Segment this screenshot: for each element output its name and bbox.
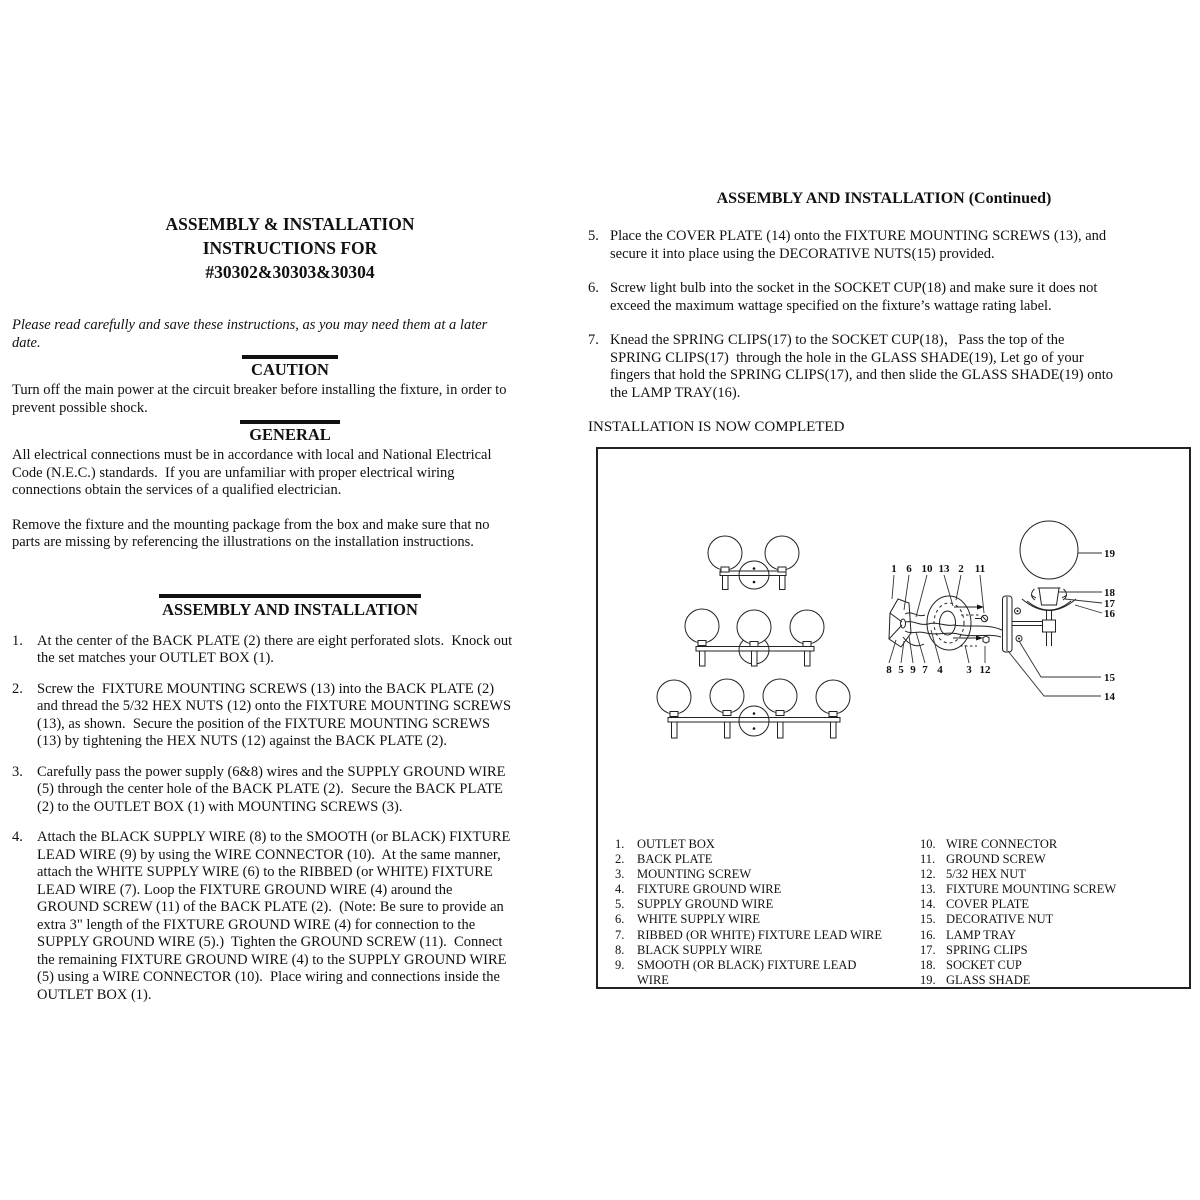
part-number: 13. xyxy=(920,882,936,897)
text-line: parts are missing by referencing the illustrations on the installation instructions. xyxy=(12,534,474,550)
text-line: Code (N.E.C.) standards. If you are unfamiliar with proper electrical wiring xyxy=(12,464,455,481)
text-line: secure it into place using the DECORATIVE NUTS(15) provided. xyxy=(610,245,995,262)
part-name xyxy=(637,928,920,943)
parts-list-item xyxy=(615,897,920,912)
callout-label: 18 xyxy=(1104,587,1115,599)
item-text xyxy=(610,332,1180,402)
text-line: Turn off the main power at the circuit breaker before installing the fixture, in order to xyxy=(12,382,507,398)
parts-list-item xyxy=(615,912,920,927)
item-text xyxy=(37,633,568,668)
item-text xyxy=(610,228,1180,263)
parts-list-item xyxy=(920,897,1182,912)
text-line: At the center of the BACK PLATE (2) there are eight perforated slots. Knock out xyxy=(37,632,513,649)
part-name xyxy=(637,882,920,897)
part-number: 10. xyxy=(920,837,936,851)
text-line: WHITE SUPPLY WIRE xyxy=(637,912,761,927)
text-line: GROUND SCREW (11) of the BACK PLATE (2). (Note: Be sure to provide an xyxy=(37,899,504,915)
item-number: 6. xyxy=(588,280,599,296)
parts-list-item xyxy=(615,958,920,988)
part-number: 19. xyxy=(920,972,936,987)
callout-label: 12 xyxy=(979,664,991,676)
item-number: 5. xyxy=(588,228,599,244)
parts-list-item xyxy=(920,912,1182,927)
text-line: (13), as shown. Secure the position of the FIXTURE MOUNTING SCREWS xyxy=(37,715,491,732)
general-text xyxy=(12,447,568,500)
text-line: exceed the maximum wattage specified on the fixture’s wattage rating label. xyxy=(610,297,1052,314)
part-number: 17. xyxy=(920,942,936,957)
text-line: (2) to the OUTLET BOX (1) with MOUNTING SCREWS (3). xyxy=(37,798,403,815)
supply-wire-drawing xyxy=(905,613,925,616)
part-number: 9. xyxy=(615,957,625,972)
text-line: FIXTURE GROUND WIRE xyxy=(637,882,782,897)
parts-list-item xyxy=(920,837,1182,852)
item-number: 1. xyxy=(12,632,23,649)
instruction-item xyxy=(12,681,568,751)
text-line: Screw light bulb into the socket in the SOCKET CUP(18) and make sure it does not xyxy=(610,280,1098,296)
callout-label: 5 xyxy=(898,664,904,676)
part-name xyxy=(637,912,920,927)
parts-list-column-2 xyxy=(920,837,1182,988)
text-line: WIRE CONNECTOR xyxy=(946,837,1058,851)
text-line: SMOOTH (OR BLACK) FIXTURE LEAD xyxy=(637,957,857,972)
callout-labels-top xyxy=(891,563,985,575)
parts-list-item xyxy=(615,943,920,958)
part-name xyxy=(946,958,1182,973)
text-line: Attach the BLACK SUPPLY WIRE (8) to the SMOOTH (or BLACK) FIXTURE xyxy=(37,829,511,845)
part-number: 11. xyxy=(920,852,936,867)
part-number: 14. xyxy=(920,897,936,912)
callout-label: 11 xyxy=(974,563,986,575)
callout-label: 13 xyxy=(938,563,950,575)
text-line: SUPPLY GROUND WIRE xyxy=(637,897,774,912)
callout-label: 3 xyxy=(966,664,972,676)
callout-label: 2 xyxy=(958,563,964,575)
callout-label: 14 xyxy=(1104,691,1115,703)
text-line: OUTLET BOX xyxy=(637,837,715,851)
left-column xyxy=(12,212,568,1004)
text-line: LEAD WIRE (7). Loop the FIXTURE GROUND WIRE (4) around the xyxy=(37,881,453,898)
text-line: Knead the SPRING CLIPS(17) to the SOCKET CUP(18)，Pass the top of the xyxy=(610,332,1065,348)
item-number: 7. xyxy=(588,332,599,348)
text-line: Place the COVER PLATE (14) onto the FIXTURE MOUNTING SCREWS (13), and xyxy=(610,228,1107,244)
text-line: ASSEMBLY & INSTALLATION xyxy=(165,214,415,234)
instruction-item xyxy=(12,764,568,817)
assembly-steps-5-7 xyxy=(588,228,1180,402)
text-line: BLACK SUPPLY WIRE xyxy=(637,942,763,957)
part-name xyxy=(946,867,1182,882)
text-line: the set matches your OUTLET BOX (1). xyxy=(37,650,274,666)
text-line: the remaining FIXTURE GROUND WIRE (4) to the SUPPLY GROUND WIRE xyxy=(37,951,507,968)
callout-labels-bottom xyxy=(886,664,991,676)
text-line: and thread the 5/32 HEX NUTS (12) onto the FIXTURE MOUNTING SCREWS xyxy=(37,698,512,714)
text-line: prevent possible shock. xyxy=(12,399,148,416)
text-line: SPRING CLIPS xyxy=(946,942,1028,957)
callout-label: 15 xyxy=(1104,672,1115,684)
ground-wire-drawing xyxy=(903,637,924,646)
ground-screw-drawing xyxy=(975,615,988,621)
part-number: 2. xyxy=(615,852,625,867)
general-heading-text: GENERAL xyxy=(240,420,340,444)
text-line: All electrical connections must be in accordance with local and National Electrical xyxy=(12,447,492,463)
text-line: INSTRUCTIONS FOR xyxy=(202,238,378,258)
part-name xyxy=(637,958,920,988)
item-number: 2. xyxy=(12,680,23,697)
part-number: 4. xyxy=(615,882,625,897)
text-line: LEAD WIRE (9) by using the WIRE CONNECTOR (10). At the same manner, xyxy=(37,846,501,863)
text-line: Please read carefully and save these instructions, as you may need them at a later xyxy=(12,317,488,333)
item-text xyxy=(37,681,568,751)
text-line: Carefully pass the power supply (6&8) wires and the SUPPLY GROUND WIRE xyxy=(37,763,506,780)
text-line: Screw the FIXTURE MOUNTING SCREWS (13) into the BACK PLATE (2) xyxy=(37,680,495,697)
part-number: 12. xyxy=(920,867,936,882)
assembly-heading xyxy=(12,594,568,620)
cover-plate-drawing xyxy=(1003,596,1013,652)
decorative-nut-drawing xyxy=(1015,608,1023,642)
callout-label: 17 xyxy=(1104,598,1115,610)
right-column xyxy=(588,190,1180,436)
part-number: 18. xyxy=(920,957,936,972)
fixture-diagram xyxy=(598,449,1189,835)
part-number: 6. xyxy=(615,912,625,927)
wall-fixture-2-light-drawing xyxy=(708,536,799,590)
continued-heading: ASSEMBLY AND INSTALLATION (Continued) xyxy=(716,190,1052,207)
callout-label: 6 xyxy=(906,563,912,575)
text-line: LAMP TRAY xyxy=(946,927,1017,942)
callout-label: 8 xyxy=(886,664,892,676)
completed-text: INSTALLATION IS NOW COMPLETED xyxy=(588,419,845,435)
text-line: fingers that hold the SPRING CLIPS(17), and then slide the GLASS SHADE(19) onto xyxy=(610,367,1114,383)
text-line: WIRE xyxy=(637,972,669,987)
part-name xyxy=(637,867,920,882)
item-text xyxy=(37,764,568,817)
part-number: 8. xyxy=(615,942,625,957)
callout-label: 16 xyxy=(1104,608,1115,620)
text-line: SUPPLY GROUND WIRE (5).) Tighten the GROUND SCREW (11). Connect xyxy=(37,934,503,950)
socket-cup-drawing xyxy=(1038,588,1061,605)
caution-text xyxy=(12,382,568,417)
callout-label: 4 xyxy=(937,664,943,676)
text-line: attach the WHITE SUPPLY WIRE (6) to the RIBBED (or WHITE) FIXTURE xyxy=(37,864,493,880)
item-number: 3. xyxy=(12,763,23,780)
part-name xyxy=(637,897,920,912)
text-line: (13) by tightening the HEX NUTS (12) against the BACK PLATE (2). xyxy=(37,733,447,749)
text-line: #30302&30303&30304 xyxy=(205,262,375,282)
part-name xyxy=(637,943,920,958)
part-name xyxy=(946,837,1182,852)
part-number: 16. xyxy=(920,927,936,942)
parts-list-item xyxy=(615,867,920,882)
text-line: (5) through the center hole of the BACK PLATE (2). Secure the BACK PLATE xyxy=(37,781,503,797)
text-line: BACK PLATE xyxy=(637,852,713,867)
part-name xyxy=(946,943,1182,958)
instruction-item xyxy=(12,633,568,668)
text-line: connections obtain the services of a qualified electrician. xyxy=(12,482,342,498)
parts-list-item xyxy=(920,867,1182,882)
text-line: (5) using a WIRE CONNECTOR (10). Place wiring and connections inside the xyxy=(37,969,500,985)
instruction-item xyxy=(588,228,1180,263)
unpack-text xyxy=(12,517,568,552)
parts-list-item xyxy=(920,852,1182,867)
item-text xyxy=(610,280,1180,315)
part-number: 3. xyxy=(615,867,625,882)
glass-shade-drawing xyxy=(1020,521,1078,579)
item-number: 4. xyxy=(12,829,23,845)
text-line: Remove the fixture and the mounting package from the box and make sure that no xyxy=(12,516,490,533)
part-name xyxy=(946,973,1182,988)
wall-fixture-3-light-drawing xyxy=(685,609,824,666)
part-name xyxy=(637,837,920,852)
item-text xyxy=(37,829,568,1004)
assembly-heading-text: ASSEMBLY AND INSTALLATION xyxy=(159,594,421,619)
text-line: extra 3" length of the FIXTURE GROUND WIRE (4) for connection to the xyxy=(37,916,476,933)
part-number: 7. xyxy=(615,927,625,942)
text-line: GLASS SHADE xyxy=(946,972,1031,987)
hex-nut-drawing xyxy=(983,636,989,643)
caution-heading xyxy=(12,355,568,380)
outlet-box-drawing xyxy=(889,599,911,647)
general-heading xyxy=(12,420,568,445)
part-name xyxy=(637,852,920,867)
text-line: date. xyxy=(12,334,41,351)
parts-list-item xyxy=(920,928,1182,943)
instruction-item xyxy=(12,829,568,1004)
intro-note xyxy=(12,317,568,352)
text-line: GROUND SCREW xyxy=(946,852,1046,867)
part-number: 15. xyxy=(920,912,936,927)
text-line: RIBBED (OR WHITE) FIXTURE LEAD WIRE xyxy=(637,927,882,942)
parts-list-item xyxy=(615,882,920,897)
parts-list-item xyxy=(920,973,1182,988)
parts-list-item xyxy=(920,958,1182,973)
parts-list-item xyxy=(615,837,920,852)
caution-heading-text: CAUTION xyxy=(242,355,338,379)
parts-list-column-1 xyxy=(615,837,920,988)
callout-label: 1 xyxy=(891,563,897,575)
part-name xyxy=(946,912,1182,927)
part-name xyxy=(946,852,1182,867)
text-line: SOCKET CUP xyxy=(946,957,1022,972)
instruction-item xyxy=(588,332,1180,402)
part-number: 5. xyxy=(615,897,625,912)
callout-label: 10 xyxy=(921,563,933,575)
text-line: OUTLET BOX (1). xyxy=(37,986,152,1003)
diagram-box xyxy=(596,447,1191,989)
text-line: SPRING CLIPS(17) through the hole in the GLASS SHADE(19), Let go of your xyxy=(610,349,1084,366)
part-name xyxy=(946,882,1182,897)
part-number: 1. xyxy=(615,837,625,851)
assembly-steps-1-4 xyxy=(12,633,568,1005)
text-line: FIXTURE MOUNTING SCREW xyxy=(946,882,1117,897)
document-title xyxy=(12,212,568,284)
parts-list-item xyxy=(615,852,920,867)
parts-list-item xyxy=(615,928,920,943)
callout-labels-right xyxy=(1104,548,1116,703)
text-line: the LAMP TRAY(16). xyxy=(610,384,741,401)
text-line: COVER PLATE xyxy=(946,897,1029,912)
text-line: DECORATIVE NUT xyxy=(946,912,1054,927)
instruction-item xyxy=(588,280,1180,315)
exploded-assembly-drawing xyxy=(889,521,1078,652)
part-name xyxy=(946,928,1182,943)
text-line: MOUNTING SCREW xyxy=(637,867,752,882)
callout-label: 7 xyxy=(922,664,928,676)
wall-fixture-4-light-drawing xyxy=(657,679,850,738)
back-plate-drawing xyxy=(927,596,971,650)
parts-list-item xyxy=(920,943,1182,958)
text-line: 5/32 HEX NUT xyxy=(946,867,1026,882)
callout-label: 19 xyxy=(1104,548,1115,560)
callout-label: 9 xyxy=(910,664,916,676)
fixture-arm-drawing xyxy=(1012,610,1056,646)
part-name xyxy=(946,897,1182,912)
parts-list xyxy=(598,835,1189,988)
parts-list-item xyxy=(920,882,1182,897)
